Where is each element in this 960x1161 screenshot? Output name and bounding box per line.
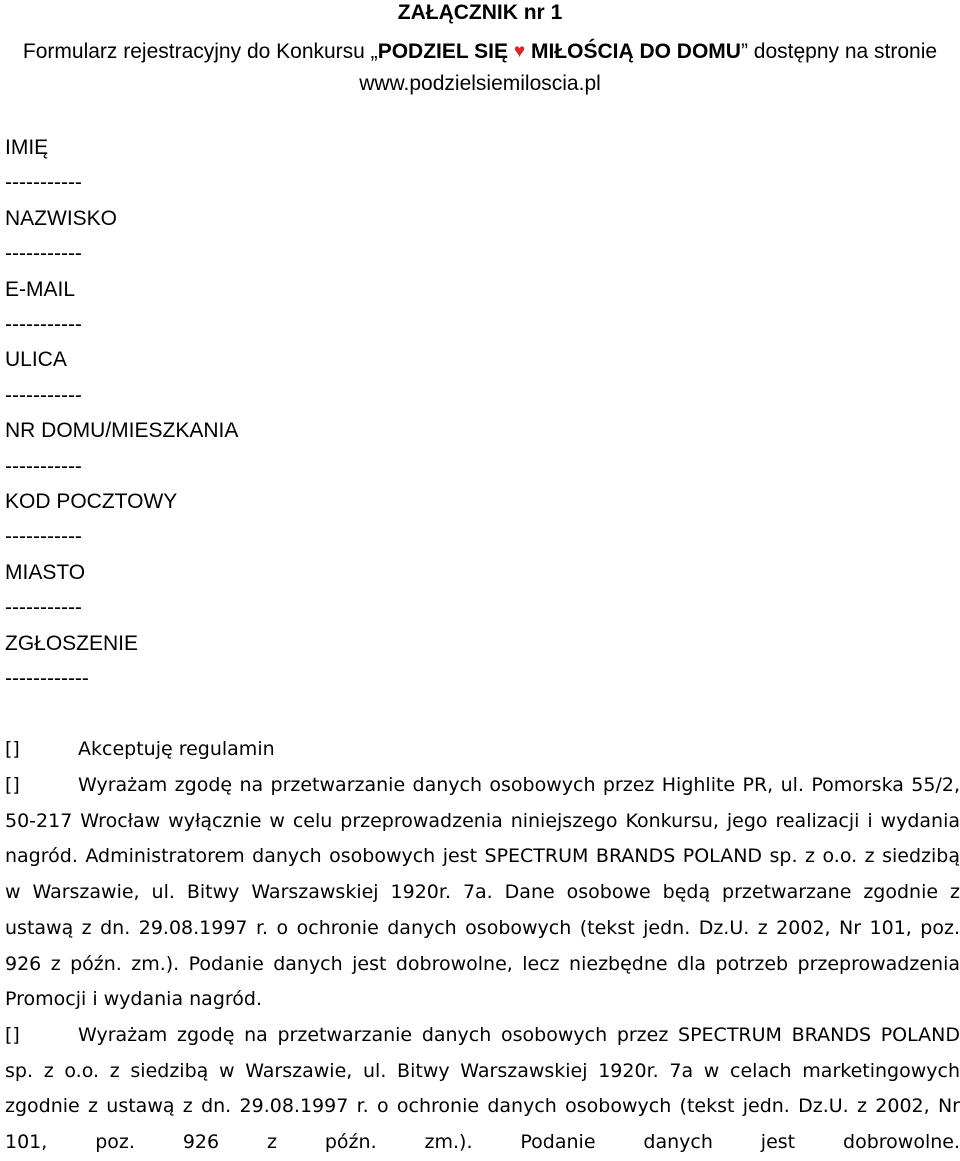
field-label-postal-code: KOD POCZTOWY: [5, 490, 178, 514]
consent-regulations: [5, 732, 960, 768]
field-label-email: E-MAIL: [5, 277, 76, 301]
field-label-city: MIASTO: [5, 560, 86, 584]
field-label-first-name: IMIĘ: [5, 136, 49, 159]
contest-name-part2: MIŁOŚCIĄ DO DOMU: [530, 40, 741, 63]
field-input-submission[interactable]: ------------: [5, 667, 89, 691]
field-input-postal-code[interactable]: -----------: [5, 525, 82, 549]
consent-data-processing-text: Wyrażam zgodę na przetwarzanie danych osobowych przez Highlite PR, ul. Pomorska 55/2, 50-217 Wrocław wyłącznie w celu przeprowadzenia niniejszego Konkursu, jego realizacji i wydania nagród. Administratorem danych osobowych jest SPECTRUM BRANDS POLAND sp. z o.o. z siedzibą w Warszawie, ul. Bitwy Warszawskiej 1920r. 7a. Dane osobowe będą przetwarzane zgodnie z ustawą z dn. 29.08.1997 r. o ochronie danych osobowych (tekst jedn. Dz.U. z 2002, Nr 101, poz. 926 z późn. zm.). Podanie danych jest dobrowolne, lecz niezbędne dla potrzeb przeprowadzenia Promocji i wydania nagród.: [5, 774, 960, 1011]
document-title: ZAŁĄCZNIK nr 1: [397, 1, 563, 24]
registration-fields: [5, 130, 238, 697]
subtitle-prefix: Formularz rejestracyjny do Konkursu „: [22, 40, 378, 63]
checkbox-marketing[interactable]: []: [5, 1024, 20, 1046]
field-label-submission: ZGŁOSZENIE: [5, 631, 139, 655]
checkbox-data-processing[interactable]: []: [5, 774, 20, 796]
heart-icon: ♥: [513, 41, 526, 62]
field-input-last-name[interactable]: -----------: [5, 242, 82, 266]
field-input-street[interactable]: -----------: [5, 383, 82, 407]
field-label-house-number: NR DOMU/MIESZKANIA: [5, 419, 239, 443]
subtitle-suffix: ” dostępny na stronie www.podzielsiemiloscia.pl: [359, 40, 938, 95]
field-label-street: ULICA: [5, 348, 67, 372]
field-input-city[interactable]: -----------: [5, 596, 82, 620]
form-subtitle: [18, 36, 942, 99]
consent-regulations-text: Akceptuję regulamin: [78, 738, 275, 760]
consent-marketing: [5, 1018, 960, 1161]
field-label-last-name: NAZWISKO: [5, 206, 118, 230]
contest-name-part1: PODZIEL SIĘ: [377, 40, 508, 63]
consent-marketing-text: Wyrażam zgodę na przetwarzanie danych osobowych przez SPECTRUM BRANDS POLAND sp. z o.o. z siedzibą w Warszawie, ul. Bitwy Warszawskiej 1920r. 7a w celach marketingowych zgodnie z ustawą z dn. 29.08.1997 r. o ochronie danych osobowych (tekst jedn. Dz.U. z 2002, Nr 101, poz. 926 z późn. zm.). Podanie danych jest dobrowolne.: [5, 1024, 960, 1154]
checkbox-regulations[interactable]: []: [5, 738, 20, 760]
field-input-email[interactable]: -----------: [5, 313, 82, 337]
consent-data-processing: [5, 768, 960, 1018]
field-input-first-name[interactable]: -----------: [5, 171, 82, 195]
field-input-house-number[interactable]: -----------: [5, 454, 82, 478]
